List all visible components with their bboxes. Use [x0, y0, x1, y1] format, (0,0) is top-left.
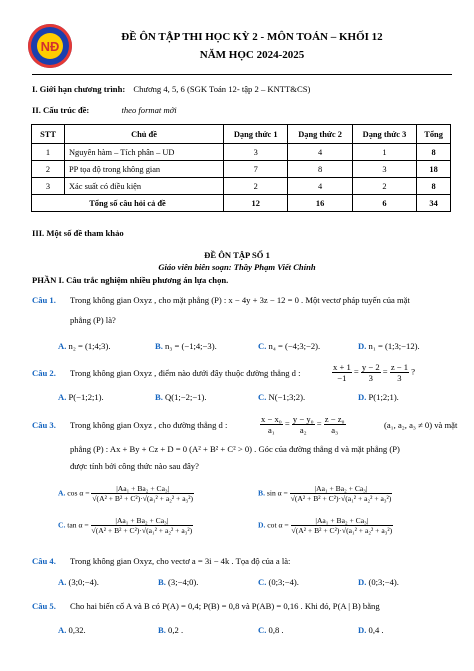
table-cell: 3 — [352, 161, 416, 178]
option-a[interactable]: n₂ = (1;4;3). — [68, 341, 111, 351]
line-equation: $\frac{x + 1}{-1}$ = $\frac{y - 2}{3}$ = $\frac{z - 1}{3}$ ? — [333, 362, 416, 383]
col-header: Dạng thức 1 — [224, 125, 288, 144]
fraction-numerator: |Aa₁ + Ba₂ + Ca₃| — [290, 484, 393, 494]
table-cell: 8 — [417, 178, 451, 195]
table-total-row — [32, 195, 451, 212]
table-cell: 8 — [288, 161, 352, 178]
question-number: Câu 5. — [32, 601, 56, 611]
option-letter: A. — [58, 625, 67, 635]
table-cell: Tổng số câu hỏi cả đề — [32, 195, 224, 212]
option-letter: C. — [258, 577, 267, 587]
fraction-numerator: x + 1 — [333, 362, 351, 372]
option-a[interactable]: (3;0;−4). — [68, 577, 99, 587]
table-header-row — [32, 125, 451, 144]
header-divider — [32, 74, 452, 75]
fraction-numerator: z − 1 — [390, 362, 409, 372]
option-c[interactable]: 0,8 . — [268, 625, 284, 635]
option-b[interactable]: Q(1;−2;−1). — [165, 392, 207, 402]
fraction-denominator: √(A² + B² + C²)·√(a₁² + a₂² + a₃²) — [92, 494, 194, 503]
option-letter: B. — [155, 392, 163, 402]
question-3-line2: phẳng (P) : Ax + By + Cz + D = 0 (A² + B² + C² > 0) . Góc của đường thẳng d và mặt phẳng (P) — [70, 444, 400, 454]
table-cell: 2 — [352, 178, 416, 195]
option-letter: B. — [158, 577, 166, 587]
option-a[interactable]: 0,32. — [68, 625, 86, 635]
question-5 — [32, 601, 452, 611]
option-letter: C. — [258, 392, 267, 402]
doc-title: ĐỀ ÔN TẬP THI HỌC KỲ 2 - MÔN TOÁN – KHỐI 12 — [121, 31, 383, 43]
col-header: Chủ đề — [65, 125, 224, 144]
table-cell: 7 — [224, 161, 288, 178]
exam-author: Giáo viên biên soạn: Thầy Phạm Viết Chính — [158, 262, 316, 272]
fraction-denominator: √(A² + B² + C²)·√(a₁² + a₂² + a₃²) — [290, 494, 392, 503]
table-cell: 1 — [352, 144, 416, 161]
table-cell: 18 — [417, 161, 451, 178]
option-b[interactable]: (3;−4;0). — [168, 577, 199, 587]
section-1-label: I. Giới hạn chương trình: — [32, 84, 126, 94]
option-a[interactable]: P(−1;2;1). — [68, 392, 104, 402]
table-cell: 12 — [224, 195, 288, 212]
question-number: Câu 2. — [32, 368, 56, 378]
option-letter: C. — [58, 520, 66, 530]
option-c[interactable]: n₄ = (−4;3;−2). — [268, 341, 321, 351]
fraction-numerator: y − 2 — [361, 362, 380, 372]
option-letter: A. — [58, 392, 67, 402]
question-text: Trong không gian Oxyz , cho đường thẳng d : — [70, 420, 228, 430]
fraction-numerator: y − y₀ — [292, 414, 314, 424]
option-b-formula[interactable] — [290, 484, 393, 503]
col-header: Dạng thức 3 — [352, 125, 416, 144]
question-mark: ? — [411, 366, 416, 377]
col-header: Dạng thức 2 — [288, 125, 352, 144]
option-letter: A. — [58, 488, 66, 498]
option-b[interactable]: n₃ = (−1;4;−3). — [165, 341, 217, 351]
table-cell: 4 — [288, 144, 352, 161]
fraction-denominator: √(A² + B² + C²)·√(a₁² + a₂² + a₃²) — [91, 526, 193, 535]
fraction-denominator: 3 — [397, 373, 402, 383]
question-number: Câu 3. — [32, 420, 56, 430]
option-letter: A. — [58, 577, 67, 587]
table-cell: 34 — [417, 195, 451, 212]
line-equation: $\frac{\text{x − x₀}}{\text{a₁}}$ = $\frac{\text{y − y₀}}{\text{a₂}}$ = $\frac{\text{z − z₀}}{\text{a₃}}$ — [261, 414, 345, 435]
question-text: Cho hai biến cố A và B có P(A) = 0,4; P(B) = 0,8 và P(AB) = 0,16 . Khi đó, P(A | B) bằng — [70, 601, 380, 611]
table-cell: Xác suất có điều kiện — [65, 178, 224, 195]
fraction-denominator: a₁ — [267, 425, 275, 435]
option-a-formula[interactable] — [91, 484, 194, 503]
fraction-numerator: |Aa₁ + Ba₂ + Ca₃| — [91, 516, 194, 526]
fraction-denominator: 3 — [368, 373, 373, 383]
table-row — [32, 144, 451, 161]
table-row — [32, 178, 451, 195]
table-cell: 4 — [288, 178, 352, 195]
question-text-cont: (a₁, a₂, a₃ ≠ 0) và mặt — [384, 420, 458, 430]
exam-title: ĐỀ ÔN TẬP SỐ 1 — [204, 250, 270, 260]
option-letter: D. — [258, 520, 266, 530]
section-2 — [32, 105, 177, 115]
table-cell: 2 — [224, 178, 288, 195]
question-4-options — [58, 577, 458, 589]
table-cell: Nguyên hàm – Tích phân – UD — [65, 144, 224, 161]
question-3-options — [58, 484, 468, 544]
fraction-numerator: |Aa₁ + Ba₂ + Ca₃| — [291, 516, 394, 526]
option-letter: D. — [358, 625, 367, 635]
option-letter: B. — [155, 341, 163, 351]
option-letter: A. — [58, 341, 67, 351]
col-header: Tổng — [417, 125, 451, 144]
option-d[interactable]: (0;3;−4). — [368, 577, 399, 587]
section-2-label: II. Cấu trúc đề: — [32, 105, 90, 115]
fraction-numerator: z − z₀ — [324, 414, 345, 424]
question-text: Trong không gian Oxyz, cho vectơ a = 3i − 4k . Tọa độ của a là: — [70, 556, 291, 566]
table-cell: 3 — [224, 144, 288, 161]
question-2 — [32, 362, 452, 392]
structure-table — [31, 124, 451, 212]
option-d-prefix[interactable]: cot α = — [267, 520, 289, 530]
part-1-heading: PHẦN I. Câu trắc nghiệm nhiều phương án lựa chọn. — [32, 275, 229, 285]
option-a-prefix[interactable]: cos α = — [67, 488, 90, 498]
option-letter: B. — [258, 488, 265, 498]
question-text: Trong không gian Oxyz , cho mặt phẳng (P) : x − 4y + 3z − 12 = 0 . Một vectơ pháp tuyến của mặt — [70, 295, 410, 305]
table-cell: 8 — [417, 144, 451, 161]
table-cell: PP tọa độ trong không gian — [65, 161, 224, 178]
logo-text: NĐ — [37, 33, 63, 59]
option-c-formula[interactable] — [91, 516, 194, 535]
section-3-label: III. Một số đề tham khảo — [32, 228, 124, 238]
section-2-text: theo format mới — [121, 105, 177, 115]
table-cell: 6 — [352, 195, 416, 212]
col-header: STT — [32, 125, 65, 144]
question-number: Câu 1. — [32, 295, 56, 305]
question-1-line2: phẳng (P) là? — [70, 315, 116, 325]
option-c-prefix[interactable]: tan α = — [67, 520, 89, 530]
question-3-line3: được tính bởi công thức nào sau đây? — [70, 461, 199, 471]
option-d[interactable]: P(1;2;1). — [368, 392, 399, 402]
option-letter: B. — [158, 625, 166, 635]
option-letter: D. — [358, 341, 367, 351]
option-b-prefix[interactable]: sin α = — [266, 488, 288, 498]
option-letter: D. — [358, 577, 367, 587]
section-1 — [32, 84, 310, 94]
question-4 — [32, 556, 452, 566]
option-d-formula[interactable] — [291, 516, 394, 535]
question-1 — [32, 295, 452, 305]
fraction-numerator: x − x₀ — [261, 414, 282, 424]
section-1-text: Chương 4, 5, 6 (SGK Toán 12- tập 2 – KNTT&CS) — [133, 84, 311, 94]
question-1-options — [58, 341, 458, 353]
option-b[interactable]: 0,2 . — [168, 625, 184, 635]
option-letter: D. — [358, 392, 367, 402]
question-2-options — [58, 392, 458, 404]
option-d[interactable]: 0,4 . — [368, 625, 384, 635]
table-cell: 3 — [32, 178, 65, 195]
question-number: Câu 4. — [32, 556, 56, 566]
fraction-denominator: a₂ — [299, 425, 307, 435]
table-cell: 1 — [32, 144, 65, 161]
table-cell: 2 — [32, 161, 65, 178]
option-c[interactable]: (0;3;−4). — [268, 577, 299, 587]
option-d[interactable]: n₁ = (1;3;−12). — [368, 341, 420, 351]
option-letter: C. — [258, 341, 267, 351]
question-5-options — [58, 625, 458, 637]
option-c[interactable]: N(−1;3;2). — [268, 392, 306, 402]
fraction-denominator: a₃ — [331, 425, 339, 435]
question-text: Trong không gian Oxyz , điểm nào dưới đây thuộc đường thẳng d : — [70, 368, 301, 378]
fraction-numerator: |Aa₁ + Ba₂ + Ca₃| — [91, 484, 194, 494]
table-row — [32, 161, 451, 178]
fraction-denominator: √(A² + B² + C²)·√(a₁² + a₂² + a₃²) — [291, 526, 393, 535]
doc-subtitle: NĂM HỌC 2024-2025 — [199, 49, 305, 61]
option-letter: C. — [258, 625, 267, 635]
table-cell: 16 — [288, 195, 352, 212]
question-3 — [32, 414, 458, 444]
fraction-denominator: −1 — [337, 373, 347, 383]
